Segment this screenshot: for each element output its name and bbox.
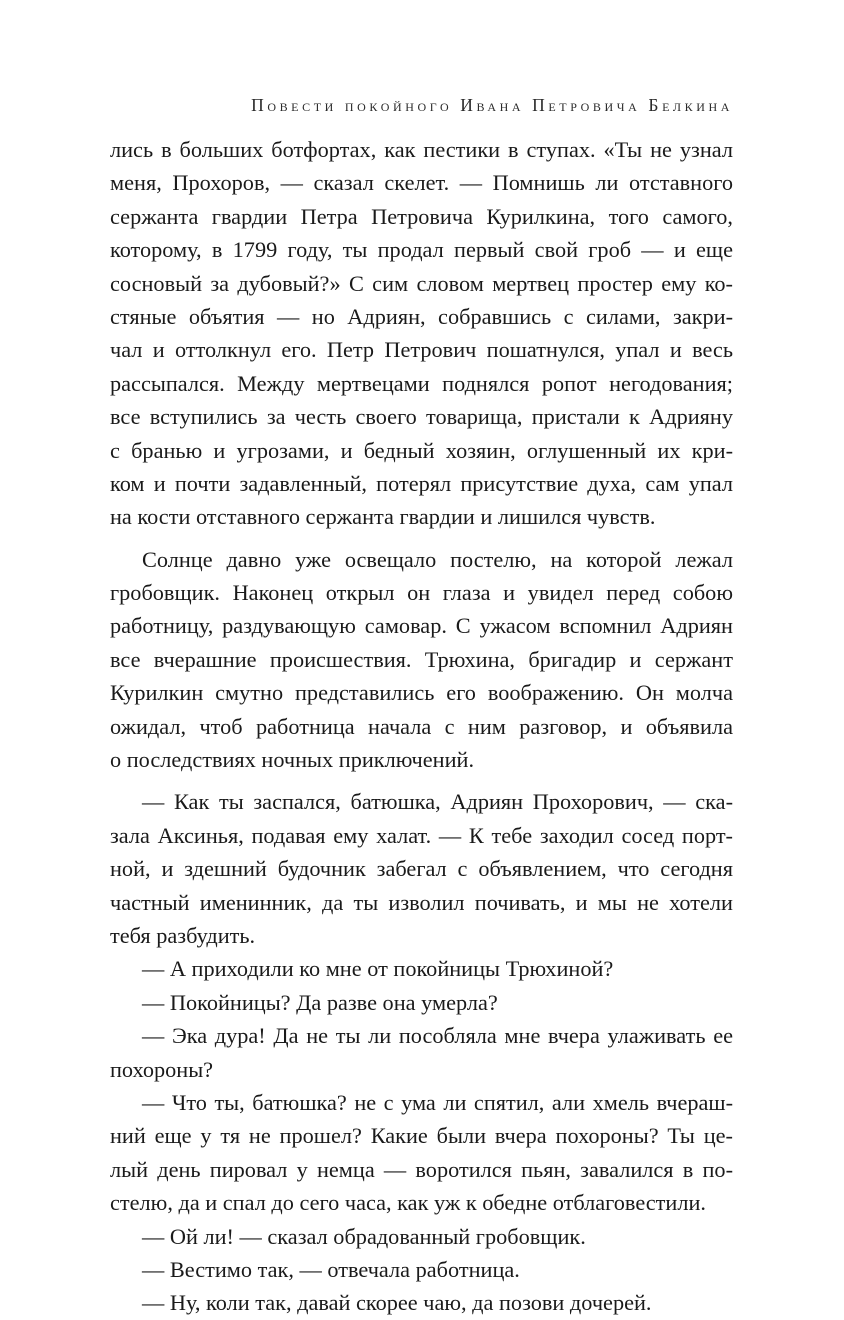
text-line: которому, в 1799 году, ты продал первый свой гроб — и еще <box>110 237 733 263</box>
text-line: — Что ты, батюшка? не с ума ли спятил, али хмель вчераш- <box>142 1089 733 1115</box>
text-line: гробовщик. Наконец открыл он глаза и увидел перед собою <box>110 580 733 606</box>
text-line: зала Аксинья, подавая ему халат. — К тебе заходил сосед порт- <box>110 822 733 848</box>
paragraph <box>110 986 733 1019</box>
text-line: ожидал, чтоб работница начала с ним разговор, и объявила <box>110 713 733 739</box>
paragraph <box>110 1220 733 1253</box>
paragraph <box>110 952 733 985</box>
text-line: на кости отставного сержанта гвардии и лишился чувств. <box>110 504 656 530</box>
page-text <box>110 133 733 1320</box>
text-line: Курилкин смутно представились его воображению. Он молча <box>110 680 733 706</box>
text-line: — Ну, коли так, давай скорее чаю, да позови дочерей. <box>142 1290 652 1316</box>
text-line: лись в больших ботфортах, как пестики в ступах. «Ты не узнал <box>110 137 733 162</box>
paragraph <box>110 1086 733 1220</box>
paragraph <box>110 133 733 534</box>
text-line: — А приходили ко мне от покойницы Трюхиной? <box>142 956 614 982</box>
text-line: все вчерашние происшествия. Трюхина, бригадир и сержант <box>110 646 733 672</box>
text-line: Солнце давно уже освещало постелю, на которой лежал <box>142 546 733 572</box>
text-line: частный именинник, да ты изволил почивать, и мы не хотели <box>110 889 733 915</box>
paragraph <box>110 1019 733 1086</box>
text-line: работницу, раздувающую самовар. С ужасом вспомнил Адриян <box>110 613 733 639</box>
text-line: рассыпался. Между мертвецами поднялся ропот негодования; <box>110 370 733 396</box>
text-line: о последствиях ночных приключений. <box>110 747 475 773</box>
paragraph <box>110 1253 733 1286</box>
text-line: стелю, да и спал до сего часа, как уж к обедне отблаговестили. <box>110 1190 706 1216</box>
text-line: — Покойницы? Да разве она умерла? <box>142 989 498 1015</box>
paragraph <box>110 785 733 952</box>
text-line: — Ой ли! — сказал обрадованный гробовщик. <box>142 1223 586 1249</box>
text-line: сосновый за дубовый?» С сим словом мертвец простер ему ко- <box>110 270 733 296</box>
paragraph <box>110 543 733 777</box>
text-line: ной, и здешний будочник забегал с объявлением, что сегодня <box>110 856 733 882</box>
text-line: — Эка дура! Да не ты ли пособляла мне вчера улаживать ее <box>142 1023 733 1049</box>
text-line: чал и оттолкнул его. Петр Петрович пошатнулся, упал и весь <box>110 337 733 363</box>
text-line: — Как ты заспался, батюшка, Адриян Прохорович, — ска- <box>142 789 733 815</box>
text-line: меня, Прохоров, — сказал скелет. — Помнишь ли отставного <box>110 170 733 196</box>
text-line: все вступились за честь своего товарища, пристали к Адрияну <box>110 404 733 430</box>
text-line: стяные объятия — но Адриян, собравшись с силами, закри- <box>110 303 733 329</box>
text-line: тебя разбудить. <box>110 922 256 948</box>
text-line: ний еще у тя не прошел? Какие были вчера похороны? Ты це- <box>110 1123 733 1149</box>
paragraph <box>110 1286 733 1319</box>
text-line: ком и почти задавленный, потерял присутствие духа, сам упал <box>110 470 733 496</box>
text-line: похороны? <box>110 1056 214 1082</box>
text-line: — Вестимо так, — отвечала работница. <box>142 1256 520 1282</box>
running-header: Повести покойного Ивана Петровича Белкина <box>251 95 733 115</box>
text-line: лый день пировал у немца — воротился пьян, завалился в по- <box>110 1156 733 1182</box>
text-line: сержанта гвардии Петра Петровича Курилкина, того самого, <box>110 203 733 229</box>
text-line: с бранью и угрозами, и бедный хозяин, оглушенный их кри- <box>110 437 733 463</box>
